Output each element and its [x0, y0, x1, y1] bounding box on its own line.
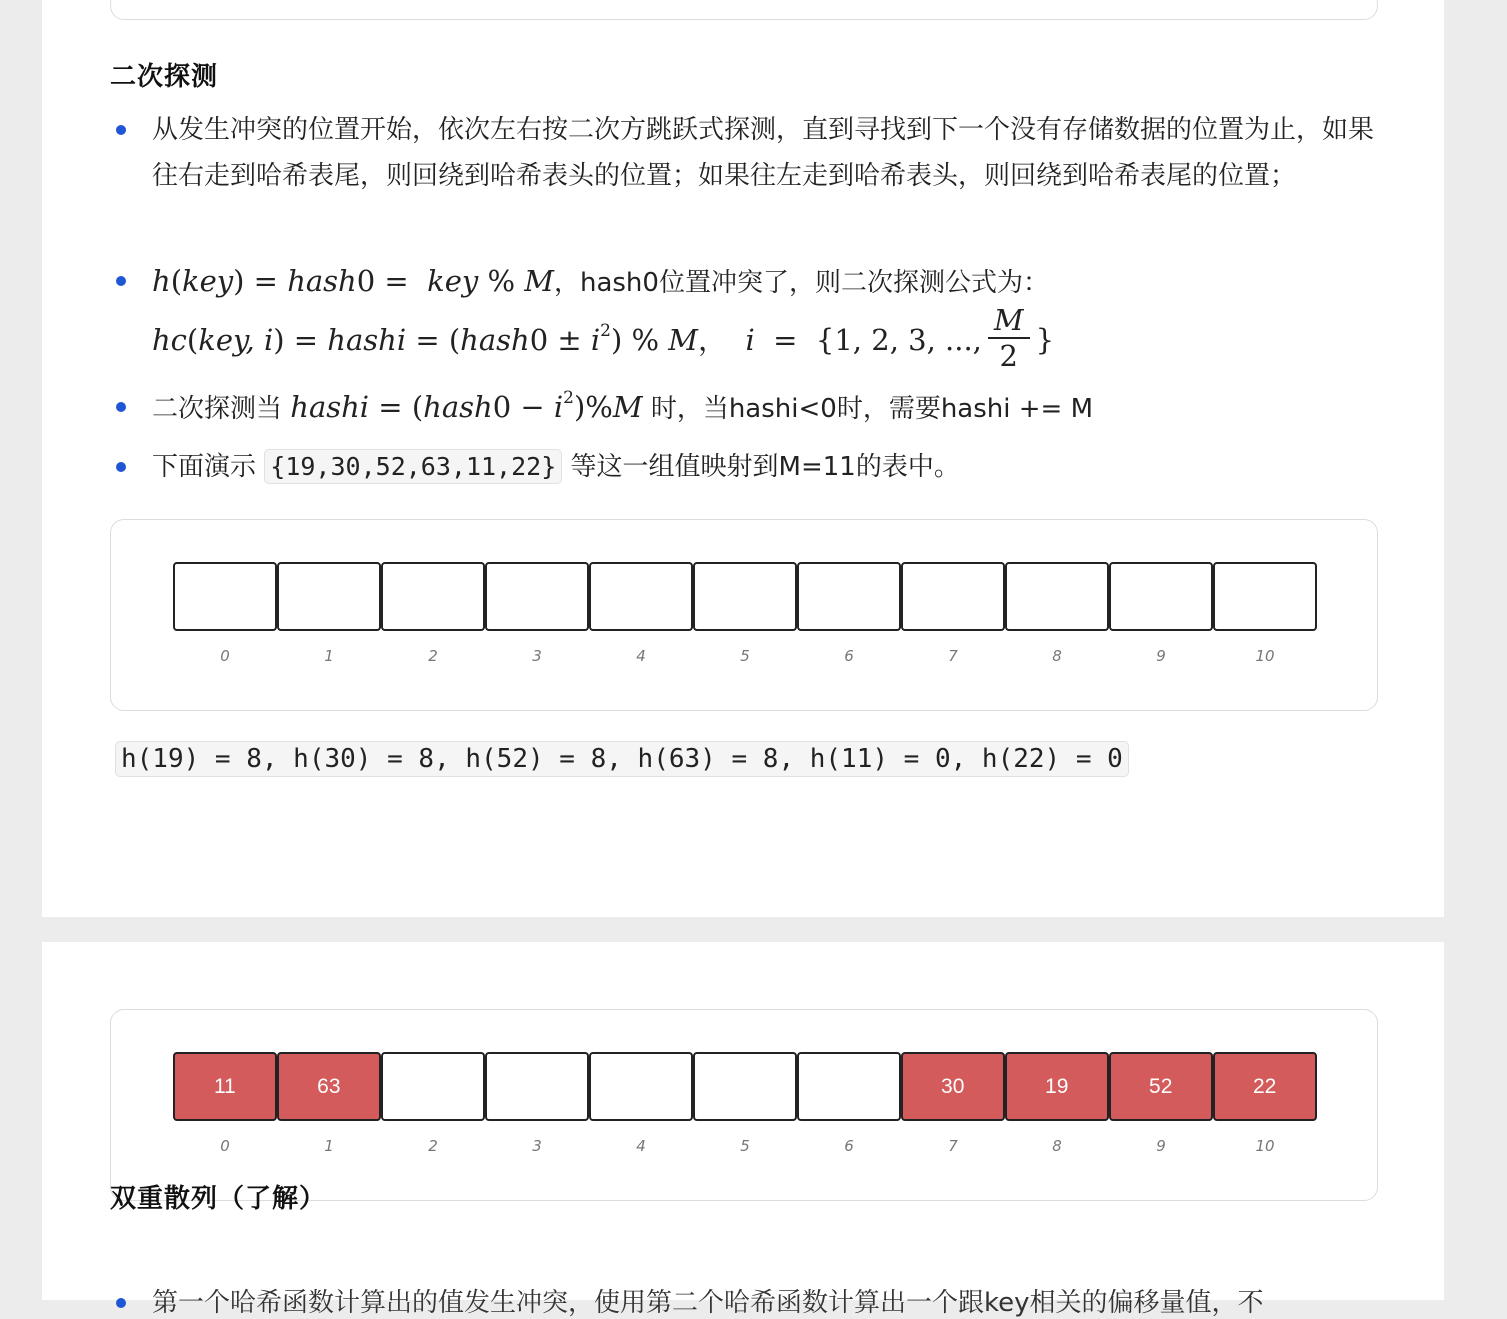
- bullet-dot-icon: [116, 462, 126, 472]
- hash-table-diagram-filled: [110, 1009, 1378, 1201]
- index-label: 10: [1255, 1137, 1275, 1155]
- list-item-text: 二次探测当: [152, 394, 283, 424]
- hash-table-cell: 52: [1109, 1052, 1213, 1121]
- list-item-text: 第一个哈希函数计算出的值发生冲突，使用第二个哈希函数计算出一个跟key相关的偏移量值，不: [152, 1288, 1264, 1318]
- hash-table-cell: 22: [1213, 1052, 1317, 1121]
- index-label: 2: [428, 647, 438, 665]
- hash-table-cells: [173, 562, 1317, 631]
- index-label: 4: [636, 1137, 646, 1155]
- index-label: 7: [948, 647, 958, 665]
- formula-hash0: h(key) = hash0 = key % M: [152, 264, 554, 298]
- list-item-text: 下面演示: [152, 452, 257, 482]
- hash-table-cell: [589, 562, 693, 631]
- index-label: 3: [532, 1137, 542, 1155]
- hash-table-cell: [1213, 562, 1317, 631]
- hash-table-cell: [485, 1052, 589, 1121]
- index-label: 2: [428, 1137, 438, 1155]
- index-label: 5: [740, 647, 750, 665]
- hash-table-cell: [1109, 562, 1213, 631]
- index-label: 7: [948, 1137, 958, 1155]
- list-item: [110, 444, 1380, 490]
- hash-table-cell: [797, 1052, 901, 1121]
- list-item-content: [110, 258, 1380, 377]
- previous-diagram-frame: [110, 0, 1378, 20]
- list-item: [110, 107, 1380, 199]
- list-item-content: [110, 384, 1380, 432]
- section-heading-double-hashing: 双重散列（了解）: [110, 1184, 327, 1214]
- index-label: 1: [324, 647, 334, 665]
- hash-table-cell: 19: [1005, 1052, 1109, 1121]
- index-label: 5: [740, 1137, 750, 1155]
- formula-quadratic-probe: hc(key, i) = hashi = (hash0 ± $i^2$) % M， i = {1, 2, 3, ..., $\frac{M}{2}$ }: [152, 303, 1055, 373]
- formula-negative-case: hashi = (hash0 − $i^2)\%M$: [290, 388, 643, 424]
- list-item: [110, 384, 1380, 432]
- hash-table-cell: 11: [173, 1052, 277, 1121]
- index-label: 6: [844, 647, 854, 665]
- hash-table-cell: [901, 562, 1005, 631]
- index-label: 0: [220, 647, 230, 665]
- list-item-text: ，hash0位置冲突了，则二次探测公式为：: [553, 268, 1049, 298]
- hash-table-cell: [797, 562, 901, 631]
- index-label: 0: [220, 1137, 230, 1155]
- hash-table-diagram-empty: [110, 519, 1378, 711]
- bullet-dot-icon: [116, 1298, 126, 1308]
- hash-table-indices: [173, 1137, 1317, 1155]
- index-label: 6: [844, 1137, 854, 1155]
- bullet-dot-icon: [116, 276, 126, 286]
- hash-table-cell: [381, 1052, 485, 1121]
- index-label: 1: [324, 1137, 334, 1155]
- list-item-content: [110, 444, 1380, 490]
- section-heading-quadratic-probing: 二次探测: [110, 62, 219, 92]
- index-label: 3: [532, 647, 542, 665]
- index-label: 8: [1052, 1137, 1062, 1155]
- list-item-text: 从发生冲突的位置开始，依次左右按二次方跳跃式探测，直到寻找到下一个没有存储数据的位置为止，如果往右走到哈希表尾，则回绕到哈希表头的位置；如果往左走到哈希表头，则回绕到哈希表尾的位置；: [152, 115, 1375, 191]
- hash-table-cell: 63: [277, 1052, 381, 1121]
- hash-table-cell: [173, 562, 277, 631]
- hash-table-cells: [173, 1052, 1317, 1121]
- hash-table-cell: [381, 562, 485, 631]
- document-page-2: [42, 942, 1444, 1318]
- list-item-text: 时，当hashi<0时，需要hashi += M: [650, 394, 1094, 424]
- hash-table-cell: 30: [901, 1052, 1005, 1121]
- list-item-text: 等这一组值映射到M=11的表中。: [570, 452, 960, 482]
- index-label: 8: [1052, 647, 1062, 665]
- hash-table-cell: [693, 562, 797, 631]
- hash-table-cell: [277, 562, 381, 631]
- hash-table-indices: [173, 647, 1317, 665]
- hash-table-cell: [589, 1052, 693, 1121]
- bullet-dot-icon: [116, 402, 126, 412]
- index-label: 4: [636, 647, 646, 665]
- document-page-1: [42, 0, 1444, 917]
- index-label: 9: [1156, 647, 1166, 665]
- index-label: 9: [1156, 1137, 1166, 1155]
- list-item: [110, 1272, 1380, 1318]
- hash-results-code: h(19) = 8, h(30) = 8, h(52) = 8, h(63) = 8, h(11) = 0, h(22) = 0: [115, 741, 1129, 777]
- bullet-dot-icon: [116, 125, 126, 135]
- index-label: 10: [1255, 647, 1275, 665]
- list-item: [110, 258, 1380, 377]
- hash-table-cell: [485, 562, 589, 631]
- hash-table-cell: [693, 1052, 797, 1121]
- hash-table-cell: [1005, 562, 1109, 631]
- inline-code-values: {19,30,52,63,11,22}: [264, 449, 562, 484]
